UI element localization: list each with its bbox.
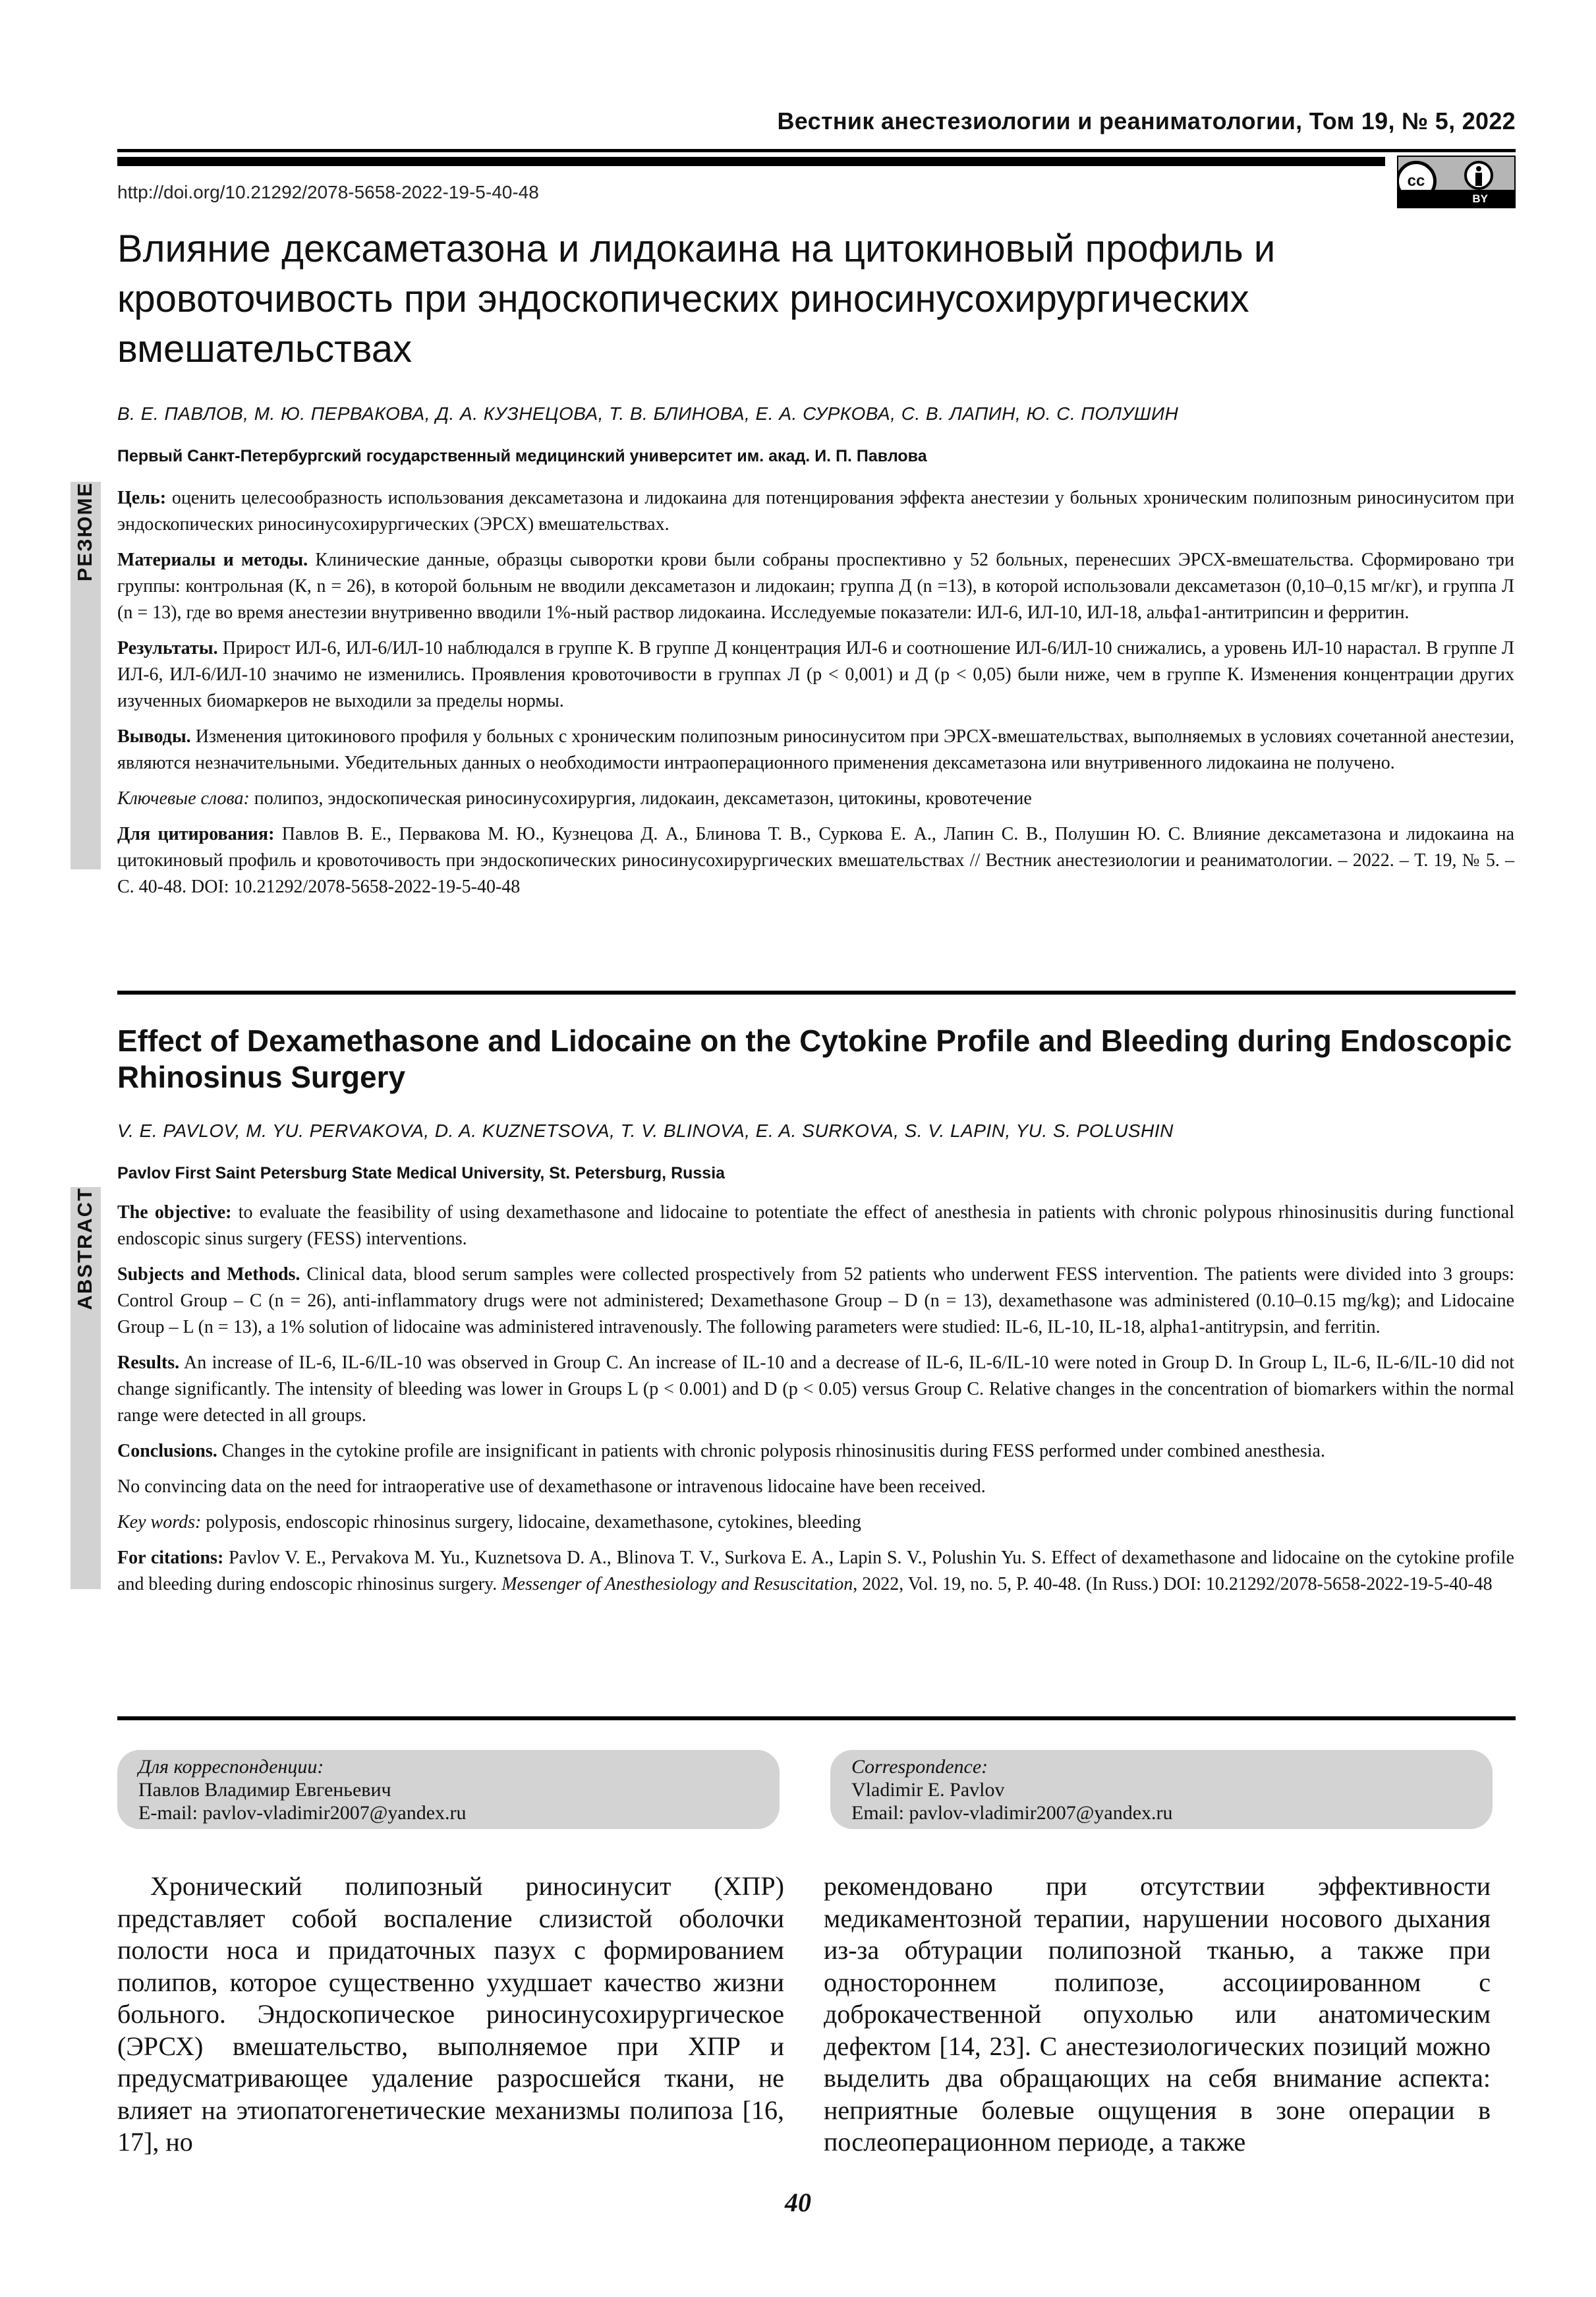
conclusions-text: Changes in the cytokine profile are insignificant in patients with chronic polyposis rhinosinusitis during FESS performed under combined anesthesia. [217, 1441, 1325, 1461]
methods-label: Subjects and Methods. [117, 1264, 300, 1285]
by-label: BY [1472, 192, 1488, 205]
authors-ru: В. Е. ПАВЛОВ, М. Ю. ПЕРВАКОВА, Д. А. КУЗНЕЦОВА, Т. В. БЛИНОВА, Е. А. СУРКОВА, С. В. ЛАПИН, Ю. С. ПОЛУШИН [117, 403, 1179, 424]
keywords-text: полипоз, эндоскопическая риносинусохирургия, лидокаин, дексаметазон, цитокины, кровотечение [249, 788, 1032, 809]
abstract-methods-en [117, 1262, 1514, 1341]
by-strip [1398, 190, 1514, 207]
header-rule-thin [117, 149, 1516, 152]
body-column-left [117, 1871, 784, 2159]
journal-header: Вестник анестезиологии и реаниматологии, Том 19, № 5, 2022 [777, 107, 1516, 134]
conclusions-label: Conclusions. [117, 1441, 217, 1461]
abstract-results-ru [117, 635, 1514, 714]
keywords-text: polyposis, endoscopic rhinosinus surgery, lidocaine, dexamethasone, cytokines, bleeding [201, 1512, 861, 1532]
cc-by-license-badge[interactable] [1397, 156, 1516, 208]
conclusions-label: Выводы. [117, 726, 191, 747]
doi-link[interactable]: http://doi.org/10.21292/2078-5658-2022-19-5-40-48 [117, 182, 539, 202]
correspondence-box-en [830, 1750, 1493, 1829]
abstract-keywords-ru [117, 786, 1514, 812]
body-column-right [824, 1871, 1491, 2159]
side-label-ru: РЕЗЮМЕ [73, 482, 96, 582]
attribution-icon [1464, 161, 1493, 190]
keywords-label: Ключевые слова: [117, 788, 250, 809]
body-paragraph: Хронический полипозный риносинусит (ХПР) представляет собой воспаление слизистой оболочки полости носа и придаточных пазух с формированием полипов, которое существенно ухудшает качество жизни больного. Эндоскопическое риносинусохирургическое (ЭРСХ) вмешательство, выполняемое при ХПР и предусматривающее удаление разросшейся ткани, не влияет на этиопатогенетические механизмы полипоза [16, 17], но [117, 1871, 784, 2157]
abstract-results-en [117, 1350, 1514, 1429]
abstract-objective-en [117, 1200, 1514, 1252]
citation-journal: Messenger of Anesthesiology and Resuscitation [501, 1574, 853, 1594]
objective-label: The objective: [117, 1202, 232, 1223]
abstract-en [117, 1200, 1514, 1607]
abstract-conclusions-extra-en: No convincing data on the need for intraoperative use of dexamethasone or intravenous lidocaine have been received. [117, 1476, 986, 1497]
objective-text: оценить целесообразность использования дексаметазона и лидокаина для потенцирования эффекта анестезии у больных хроническим полипозным риносинуситом при эндоскопических риносинусохирургических (ЭРСХ) вмешательствах. [117, 488, 1514, 535]
abstract-citation-en [117, 1545, 1514, 1598]
objective-label: Цель: [117, 488, 167, 508]
results-label: Результаты. [117, 638, 218, 658]
cc-icon: cc [1397, 161, 1437, 202]
correspondence-name-en: Vladimir E. Pavlov [851, 1779, 1005, 1801]
header-rule-thick [117, 157, 1385, 166]
abstract-objective-ru [117, 485, 1514, 538]
citation-label: For citations: [117, 1548, 224, 1568]
body-paragraph: рекомендовано при отсутствии эффективности медикаментозной терапии, нарушении носового дыхания из-за обтурации полипозной тканью, а также при одностороннем полипозе, ассоциированном с доброкачественной опухолью или анатомическим дефектом [14, 23]. С анестезиологических позиций можно выделить два обращающих на себя внимание аспекта: неприятные болевые ощущения в зоне операции в послеоперационном периоде, а также [824, 1871, 1491, 2157]
article-title-ru: Влияние дексаметазона и лидокаина на цитокиновый профиль и кровоточивость при эндоскопических риносинусохирургических вмешательствах [117, 227, 1276, 370]
methods-label: Материалы и методы. [117, 550, 308, 570]
correspondence-name-ru: Павлов Владимир Евгеньевич [138, 1779, 391, 1801]
citation-text: Павлов В. Е., Первакова М. Ю., Кузнецова Д. А., Блинова Т. В., Суркова Е. А., Лапин С. В., Полушин Ю. С. Влияние дексаметазона и лидокаина на цитокиновый профиль и кровоточивость при эндоскопических риносинусохирургических вмешательствах // Вестник анестезиологии и реаниматологии. – 2022. – Т. 19, № 5. – С. 40-48. DOI: 10.21292/2078-5658-2022-19-5-40-48 [117, 824, 1514, 897]
abstract-ru [117, 485, 1514, 910]
abstract-citation-ru [117, 821, 1514, 900]
attribution-icon-head [1476, 166, 1481, 171]
correspondence-box-ru [117, 1750, 780, 1829]
methods-text: Clinical data, blood serum samples were collected prospectively from 52 patients who underwent FESS intervention. The patients were divided into 3 groups: Control Group – C (n = 26), anti-inflammatory drugs were not administered; Dexamethasone Group – D (n = 13), dexamethasone was administered (0.10–0.15 mg/kg); and Lidocaine Group – L (n = 13), a 1% solution of lidocaine was administered intravenously. The following parameters were studied: IL-6, IL-10, IL-18, alpha1-antitrypsin, and ferritin. [117, 1264, 1514, 1337]
abstract-keywords-en [117, 1509, 1514, 1536]
abstract-side-bar-en [71, 1187, 101, 1589]
abstract-side-bar-ru [71, 482, 101, 869]
results-text: An increase of IL-6, IL-6/IL-10 was observed in Group C. An increase of IL-10 and a decrease of IL-6, IL-6/IL-10 were noted in Group D. In Group L, IL-6, IL-6/IL-10 did not change significantly. The intensity of bleeding was lower in Groups L (p < 0.001) and D (p < 0.05) versus Group C. Relative changes in the concentration of biomarkers within the normal range were detected in all groups. [117, 1352, 1514, 1426]
results-text: Прирост ИЛ-6, ИЛ-6/ИЛ-10 наблюдался в группе К. В группе Д концентрация ИЛ-6 и соотношение ИЛ-6/ИЛ-10 снижались, а уровень ИЛ-10 нарастал. В группе Л ИЛ-6, ИЛ-6/ИЛ-10 значимо не изменились. Проявления кровоточивости в группах Л (p < 0,001) и Д (p < 0,05) были ниже, чем в группе К. Изменения концентрации других изученных биомаркеров не выходили за пределы нормы. [117, 638, 1514, 711]
correspondence-email-ru[interactable]: E-mail: pavlov-vladimir2007@yandex.ru [138, 1802, 467, 1824]
side-label-en: ABSTRACT [73, 1187, 96, 1310]
article-title-en: Effect of Dexamethasone and Lidocaine on the Cytokine Profile and Bleeding during Endoscopic Rhinosinus Surgery [117, 1024, 1512, 1094]
conclusions-text: Изменения цитокинового профиля у больных с хроническим полипозным риносинуситом при ЭРСХ-вмешательствах, выполняемых в условиях сочетанной анестезии, являются незначительными. Убедительных данных о необходимости интраоперационного применения дексаметазона или внутривенного лидокаина не получено. [117, 726, 1514, 773]
correspondence-email-en[interactable]: Email: pavlov-vladimir2007@yandex.ru [851, 1802, 1173, 1824]
correspondence-label-ru: Для корреспонденции: [138, 1756, 324, 1778]
correspondence-label-en: Correspondence: [851, 1756, 988, 1778]
objective-text: to evaluate the feasibility of using dexamethasone and lidocaine to potentiate the effect of anesthesia in patients with chronic polypous rhinosinusitis during functional endoscopic sinus surgery (FESS) interventions. [117, 1202, 1514, 1249]
results-label: Results. [117, 1352, 180, 1373]
citation-text-pre: Pavlov V. E., Pervakova M. Yu., Kuznetsova D. A., Blinova T. V., Surkova E. A., Lapin S. V., Polushin Yu. S. Effect of dexamethasone and lidocaine on the cytokine profile and bleeding during endoscopic rhinosinus surgery. [117, 1548, 1514, 1594]
abstract-methods-ru [117, 547, 1514, 626]
page-number: 40 [785, 2188, 811, 2217]
authors-en: V. E. PAVLOV, M. YU. PERVAKOVA, D. A. KUZNETSOVA, T. V. BLINOVA, E. A. SURKOVA, S. V. LAPIN, YU. S. POLUSHIN [117, 1120, 1174, 1141]
abstract-conclusions-en [117, 1438, 1514, 1465]
citation-label: Для цитирования: [117, 824, 275, 844]
abstract-conclusions-ru [117, 724, 1514, 776]
affiliation-ru: Первый Санкт-Петербургский государственный медицинский университет им. акад. И. П. Павлова [117, 447, 927, 465]
affiliation-en: Pavlov First Saint Petersburg State Medical University, St. Petersburg, Russia [117, 1164, 726, 1182]
attribution-icon-body [1475, 173, 1482, 186]
methods-text: Клинические данные, образцы сыворотки крови были собраны проспективно у 52 больных, перенесших ЭРСХ-вмешательства. Сформировано три группы: контрольная (К, n = 26), в которой больным не вводили дексаметазон и лидокаин; группа Д (n =13), в которой использовали дексаметазон (0,10–0,15 мг/кг), и группа Л (n = 13), где во время анестезии внутривенно вводили 1%-ный раствор лидокаина. Исследуемые показатели: ИЛ-6, ИЛ-10, ИЛ-18, альфа1-антитрипсин и ферритин. [117, 550, 1514, 623]
section-divider [117, 991, 1516, 995]
section-divider-bottom [117, 1716, 1516, 1720]
keywords-label: Key words: [117, 1512, 202, 1532]
citation-text-post: , 2022, Vol. 19, no. 5, P. 40-48. (In Russ.) DOI: 10.21292/2078-5658-2022-19-5-40-48 [853, 1574, 1493, 1594]
